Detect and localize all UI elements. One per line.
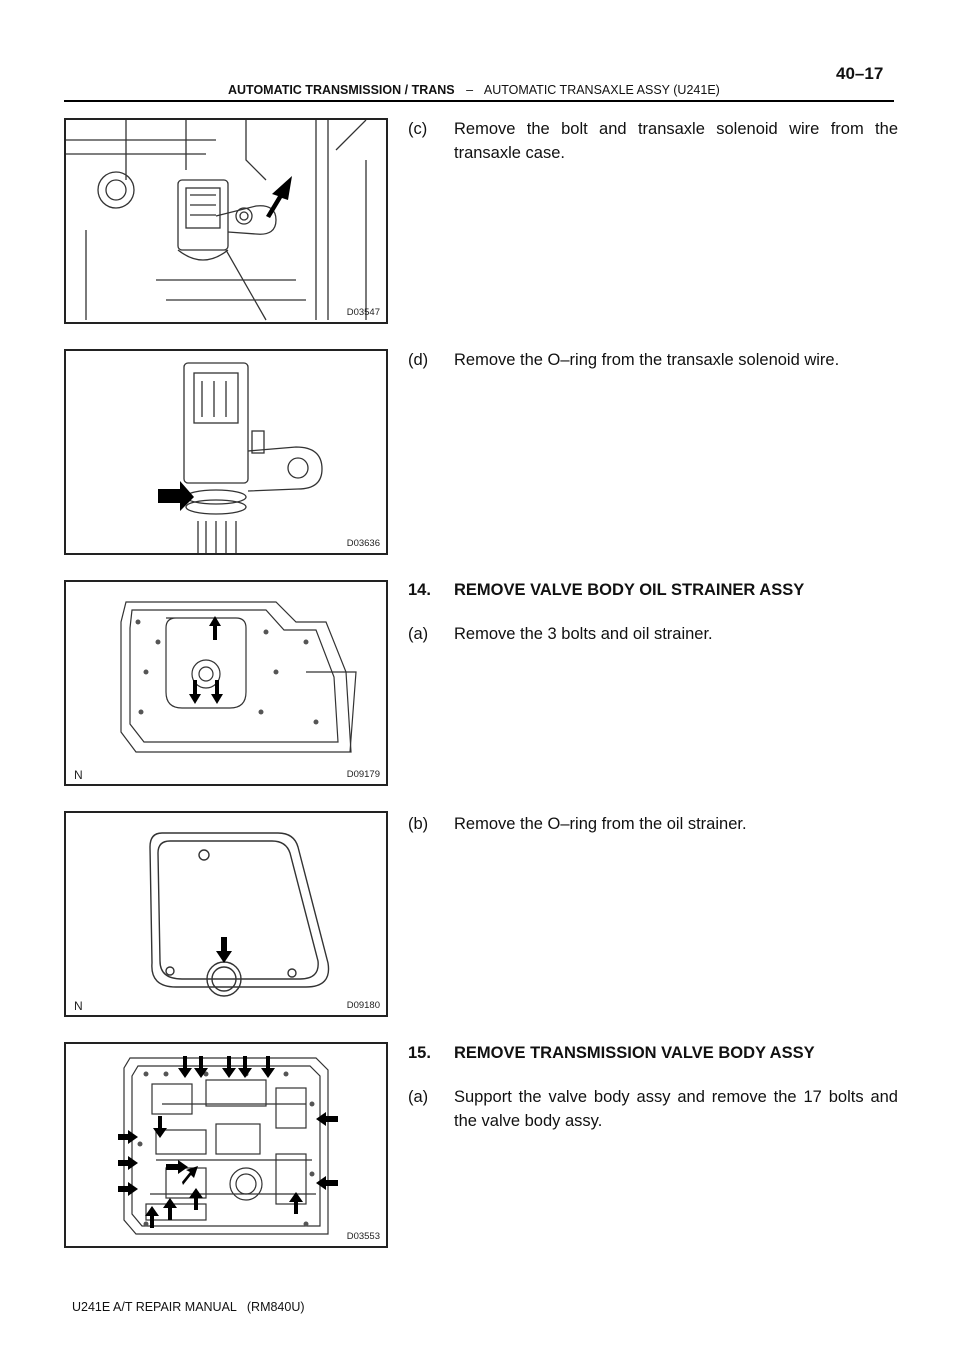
figure-code: D03636 (346, 538, 380, 549)
oil-strainer-oring-illustration (66, 813, 386, 1015)
header-rule (64, 100, 894, 102)
step-remove-17-bolts (408, 1085, 898, 1133)
valve-body-illustration (66, 1044, 386, 1246)
figure-mark: N (74, 999, 83, 1013)
step-label: 15. (408, 1044, 431, 1062)
footer-code: (RM840U) (246, 1300, 305, 1314)
step-label: (c) (408, 120, 428, 138)
step-text: REMOVE VALVE BODY OIL STRAINER ASSY (454, 581, 805, 599)
figure-mark: N (74, 768, 83, 782)
solenoid-oring-illustration (66, 351, 386, 553)
step-text: Remove the 3 bolts and oil strainer. (454, 625, 713, 643)
figure-oil-strainer-assy (64, 580, 388, 786)
page-number: 40–17 (836, 64, 884, 83)
page-header (228, 83, 720, 97)
figure-solenoid-connector (64, 118, 388, 324)
footer-manual: U241E A/T REPAIR MANUAL (72, 1300, 237, 1314)
step-remove-3-bolts (408, 622, 898, 646)
step-remove-solenoid-wire (408, 117, 898, 165)
step-text: Remove the O–ring from the oil strainer. (454, 815, 747, 833)
header-subsection: AUTOMATIC TRANSAXLE ASSY (U241E) (483, 83, 720, 97)
step-remove-oring-solenoid (408, 348, 898, 372)
step-label: (a) (408, 625, 429, 643)
step-text: Remove the O–ring from the transaxle solenoid wire. (454, 351, 840, 369)
figure-code: D03553 (346, 1231, 380, 1242)
page-footer (72, 1300, 305, 1314)
section-heading-15 (408, 1041, 898, 1065)
step-label: (d) (408, 351, 429, 369)
header-separator: – (466, 83, 474, 97)
figure-code: D03547 (346, 307, 380, 318)
step-label: (a) (408, 1088, 429, 1106)
step-text: REMOVE TRANSMISSION VALVE BODY ASSY (454, 1044, 815, 1062)
solenoid-connector-illustration (66, 120, 386, 322)
figure-code: D09180 (346, 1000, 380, 1011)
step-text: Remove the bolt and transaxle solenoid wire from the transaxle case. (454, 120, 898, 162)
header-section: AUTOMATIC TRANSMISSION / TRANS (228, 83, 455, 97)
figure-valve-body (64, 1042, 388, 1248)
oil-strainer-assy-illustration (66, 582, 386, 784)
step-remove-oring-strainer (408, 812, 898, 836)
figure-solenoid-oring (64, 349, 388, 555)
section-heading-14 (408, 578, 898, 602)
figure-code: D09179 (346, 769, 380, 780)
step-label: (b) (408, 815, 429, 833)
step-text: Support the valve body assy and remove the 17 bolts and the valve body assy. (454, 1088, 898, 1130)
figure-oil-strainer-oring (64, 811, 388, 1017)
step-label: 14. (408, 581, 431, 599)
